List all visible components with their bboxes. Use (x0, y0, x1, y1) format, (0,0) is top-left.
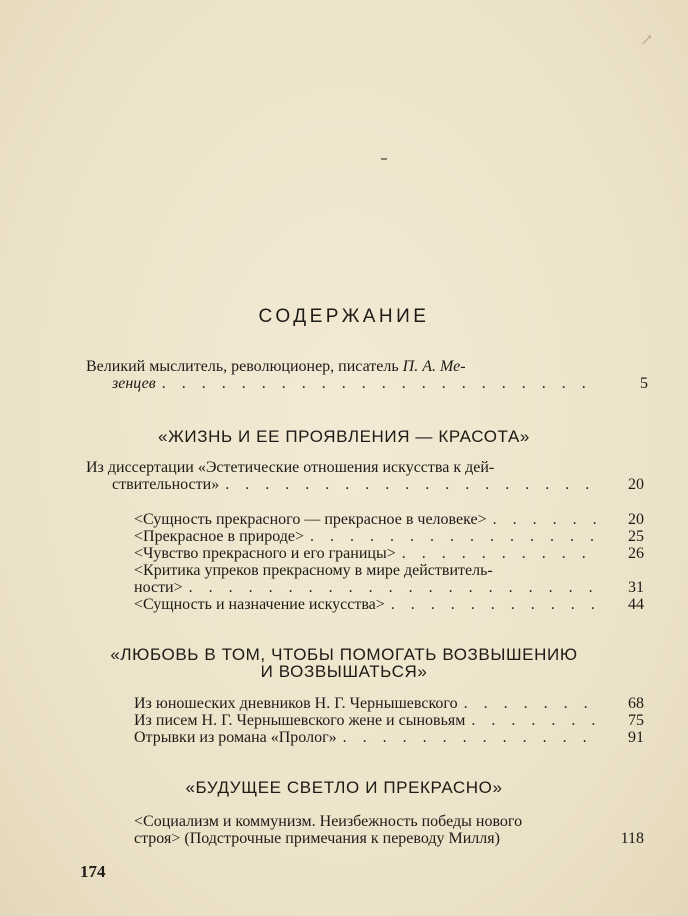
toc-item[interactable]: Из юношеских дневников Н. Г. Чернышевского . . . (134, 695, 604, 713)
toc-item-line-1: <Критика упреков прекрасному в мире действитель- (134, 562, 493, 579)
section-2-heading-line-2: И ВОЗВЫШАТЬСЯ» (260, 662, 428, 681)
dot-leader (310, 528, 598, 546)
dot-leader (471, 712, 598, 730)
page-title: СОДЕРЖАНИЕ (258, 306, 430, 327)
section-3-heading: «БУДУЩЕЕ СВЕТЛО И ПРЕКРАСНО» (185, 778, 503, 797)
toc-item-page: 91 (628, 729, 644, 746)
toc-item[interactable]: Отрывки из романа «Пролог» . . . (134, 729, 604, 747)
intro-entry[interactable] (112, 375, 604, 393)
toc-item-page: 31 (628, 579, 644, 596)
intro-page: 5 (640, 375, 648, 392)
toc-item[interactable]: <Прекрасное в природе> . . . (134, 528, 604, 546)
intro-line-1: Великий мыслитель, революционер, писатель П. А. Ме- (86, 358, 466, 375)
toc-item[interactable]: <Сущность прекрасного — прекрасное в человеке> . . . (134, 511, 604, 529)
dissertation-line-2: ствительности» (112, 476, 220, 493)
dot-leader (493, 511, 598, 529)
dot-leader (391, 596, 598, 614)
toc-item-page: 68 (628, 695, 644, 712)
dot-leader (343, 729, 598, 747)
toc-item[interactable]: ности> . . . (134, 579, 604, 597)
dot-leader (189, 579, 598, 597)
intro-author-1: П. А. Ме- (402, 358, 466, 375)
intro-author-2: зенцев (112, 375, 156, 392)
ink-speck (381, 158, 387, 160)
dot-leader (402, 545, 598, 563)
toc-item-page: 75 (628, 712, 644, 729)
toc-item-page: 26 (628, 545, 644, 562)
socialism-page: 118 (620, 830, 644, 847)
dot-leader (225, 476, 598, 494)
toc-item[interactable]: <Чувство прекрасного и его границы> . . . (134, 545, 604, 563)
dissertation-entry[interactable] (112, 476, 604, 494)
toc-item-page: 20 (628, 511, 644, 528)
page-number: 174 (80, 862, 106, 881)
toc-item-page: 44 (628, 596, 644, 613)
socialism-line-1: <Социализм и коммунизм. Неизбежность победы нового (134, 813, 523, 830)
toc-item[interactable]: <Сущность и назначение искусства> . . . (134, 596, 604, 614)
pencil-mark: ↗ (640, 32, 654, 49)
toc-item-page: 25 (628, 528, 644, 545)
section-1-heading: «ЖИЗНЬ И ЕЕ ПРОЯВЛЕНИЯ — КРАСОТА» (158, 427, 530, 446)
section-2-heading-line-1: «ЛЮБОВЬ В ТОМ, ЧТОБЫ ПОМОГАТЬ ВОЗВЫШЕНИЮ (110, 645, 578, 664)
socialism-line-2[interactable]: строя> (Подстрочные примечания к переводу Милля) (134, 830, 500, 847)
dot-leader (464, 695, 598, 713)
dissertation-page: 20 (628, 476, 644, 493)
toc-item[interactable]: Из писем Н. Г. Чернышевского жене и сыновьям . . . (134, 712, 604, 730)
dot-leader (162, 375, 598, 393)
dissertation-line-1: Из диссертации «Эстетические отношения искусства к дей- (86, 459, 495, 476)
